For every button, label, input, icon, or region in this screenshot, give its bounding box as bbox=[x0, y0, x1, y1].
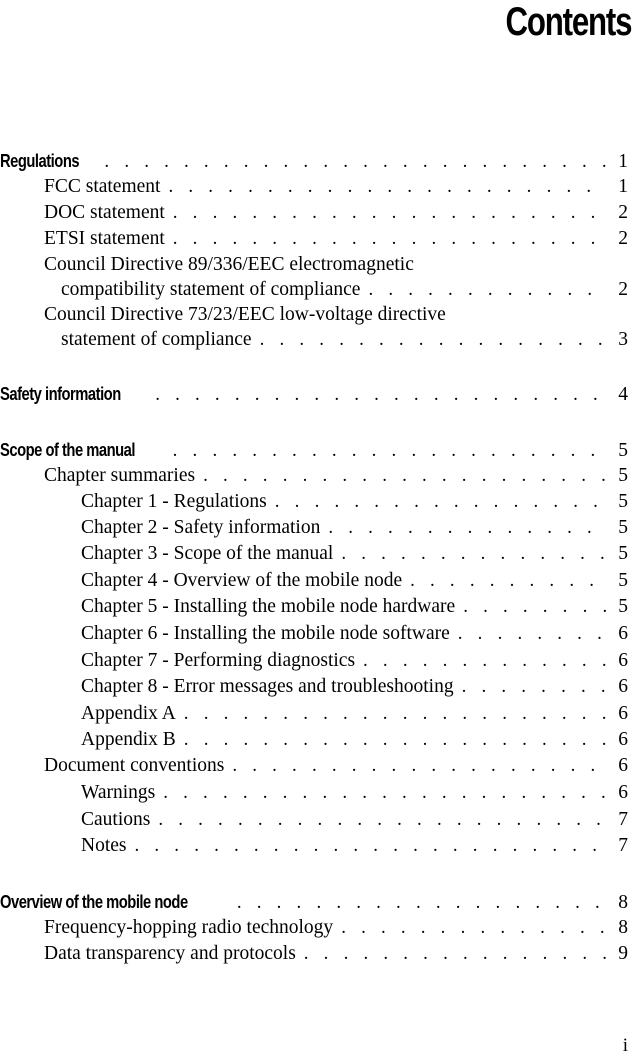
toc-entry-page: 5 bbox=[618, 440, 628, 461]
toc-entry[interactable] bbox=[0, 941, 628, 967]
toc-entry-label: Chapter 1 - Regulations bbox=[81, 491, 267, 512]
toc-entry-page: 4 bbox=[618, 384, 628, 405]
dot-leader bbox=[203, 463, 606, 489]
toc-entry-page: 6 bbox=[618, 676, 628, 697]
toc-entry[interactable] bbox=[0, 381, 628, 407]
dot-leader bbox=[232, 753, 606, 779]
toc-entry[interactable] bbox=[0, 807, 628, 833]
toc-entry-page: 2 bbox=[618, 228, 628, 249]
toc-entry-page: 5 bbox=[618, 570, 628, 591]
toc-entry[interactable] bbox=[0, 302, 628, 328]
dot-leader bbox=[328, 515, 606, 541]
dot-leader bbox=[163, 780, 606, 806]
toc-entry[interactable] bbox=[0, 437, 628, 463]
dot-leader bbox=[363, 648, 606, 674]
toc-entry[interactable] bbox=[0, 833, 628, 859]
toc-entry-page: 6 bbox=[618, 703, 628, 724]
page-number: i bbox=[622, 1035, 628, 1056]
toc-entry-page: 5 bbox=[618, 465, 628, 486]
toc-entry-page: 3 bbox=[618, 329, 628, 350]
toc-entry-label: Chapter 8 - Error messages and troubleshooting bbox=[81, 676, 454, 697]
dot-leader bbox=[368, 277, 606, 303]
dot-leader bbox=[104, 149, 606, 175]
toc-entry[interactable] bbox=[0, 515, 628, 541]
toc-entry[interactable] bbox=[0, 701, 628, 727]
toc-entry-label: Frequency-hopping radio technology bbox=[44, 917, 334, 938]
toc-entry[interactable] bbox=[0, 252, 628, 278]
toc-entry-page: 1 bbox=[618, 151, 628, 172]
dot-leader bbox=[168, 174, 606, 200]
toc-entry[interactable] bbox=[0, 226, 628, 252]
toc-entry[interactable] bbox=[0, 621, 628, 647]
toc-entry-label: Document conventions bbox=[44, 755, 225, 776]
dot-leader bbox=[341, 915, 606, 941]
toc-entry-label: Chapter 6 - Installing the mobile node software bbox=[81, 623, 450, 644]
toc-entry-label: Council Directive 89/336/EEC electromagnetic bbox=[44, 254, 414, 275]
toc-entry-label: Chapter 3 - Scope of the manual bbox=[81, 543, 334, 564]
toc-entry-page: 2 bbox=[618, 279, 628, 300]
dot-leader bbox=[410, 568, 606, 594]
dot-leader bbox=[462, 674, 606, 700]
toc-entry-page: 8 bbox=[618, 892, 628, 913]
toc-entry-page: 7 bbox=[618, 809, 628, 830]
toc-entry[interactable] bbox=[0, 200, 628, 226]
toc-entry-label: Warnings bbox=[81, 782, 156, 803]
toc-entry-label: Data transparency and protocols bbox=[44, 943, 296, 964]
toc-entry[interactable] bbox=[0, 463, 628, 489]
toc-entry-page: 6 bbox=[618, 782, 628, 803]
toc-entry[interactable] bbox=[0, 780, 628, 806]
toc-entry[interactable] bbox=[0, 148, 628, 174]
toc-entry-page: 6 bbox=[618, 729, 628, 750]
toc-entry-page: 6 bbox=[618, 650, 628, 671]
dot-leader bbox=[155, 382, 606, 408]
toc-entry-label: Chapter 5 - Installing the mobile node hardware bbox=[81, 596, 456, 617]
toc-entry-label: Chapter summaries bbox=[44, 465, 196, 486]
toc-entry-label: compatibility statement of compliance bbox=[61, 279, 361, 300]
toc-entry-page: 6 bbox=[618, 623, 628, 644]
toc-entry-label: Overview of the mobile node bbox=[0, 892, 188, 912]
page-title: Contents bbox=[505, 0, 631, 44]
toc-entry[interactable] bbox=[0, 277, 628, 303]
toc-entry-page: 5 bbox=[618, 543, 628, 564]
dot-leader bbox=[260, 327, 606, 353]
toc-entry[interactable] bbox=[0, 727, 628, 753]
toc-entry-label: ETSI statement bbox=[44, 228, 165, 249]
dot-leader bbox=[237, 890, 606, 916]
toc-entry-label: Chapter 4 - Overview of the mobile node bbox=[81, 570, 403, 591]
toc-entry-page: 1 bbox=[618, 176, 628, 197]
toc-entry-page: 5 bbox=[618, 596, 628, 617]
toc-entry-label: Chapter 7 - Performing diagnostics bbox=[81, 650, 356, 671]
dot-leader bbox=[304, 941, 606, 967]
toc-entry[interactable] bbox=[0, 753, 628, 779]
dot-leader bbox=[173, 438, 606, 464]
toc-entry-label: Appendix B bbox=[81, 729, 176, 750]
toc-entry-page: 2 bbox=[618, 202, 628, 223]
toc-entry[interactable] bbox=[0, 568, 628, 594]
toc-entry-label: FCC statement bbox=[44, 176, 161, 197]
toc-entry[interactable] bbox=[0, 489, 628, 515]
toc-entry-label: Regulations bbox=[0, 151, 80, 171]
dot-leader bbox=[275, 489, 606, 515]
dot-leader bbox=[184, 701, 606, 727]
dot-leader bbox=[463, 594, 606, 620]
toc-entry[interactable] bbox=[0, 174, 628, 200]
dot-leader bbox=[184, 727, 606, 753]
dot-leader bbox=[458, 621, 606, 647]
toc-entry[interactable] bbox=[0, 594, 628, 620]
dot-leader bbox=[173, 200, 606, 226]
toc-entry[interactable] bbox=[0, 648, 628, 674]
toc-entry-label: Chapter 2 - Safety information bbox=[81, 517, 321, 538]
dot-leader bbox=[341, 541, 606, 567]
toc-entry[interactable] bbox=[0, 674, 628, 700]
toc-entry-page: 6 bbox=[618, 755, 628, 776]
toc-entry-page: 5 bbox=[618, 517, 628, 538]
toc-entry-label: Appendix A bbox=[81, 703, 176, 724]
toc-entry-label: DOC statement bbox=[44, 202, 165, 223]
toc-entry-page: 9 bbox=[618, 943, 628, 964]
toc-entry[interactable] bbox=[0, 327, 628, 353]
toc-entry-label: Cautions bbox=[81, 809, 151, 830]
dot-leader bbox=[158, 807, 606, 833]
toc-entry-page: 7 bbox=[618, 835, 628, 856]
toc-entry-label: Notes bbox=[81, 835, 127, 856]
toc-entry[interactable] bbox=[0, 915, 628, 941]
toc-entry[interactable] bbox=[0, 541, 628, 567]
toc-entry-label: statement of compliance bbox=[61, 329, 252, 350]
toc-entry[interactable] bbox=[0, 889, 628, 915]
dot-leader bbox=[173, 226, 606, 252]
toc-entry-page: 5 bbox=[618, 491, 628, 512]
toc-entry-label: Council Directive 73/23/EEC low-voltage directive bbox=[44, 304, 446, 325]
toc-entry-page: 8 bbox=[618, 917, 628, 938]
toc-entry-label: Scope of the manual bbox=[0, 440, 136, 460]
toc-entry-label: Safety information bbox=[0, 384, 121, 404]
dot-leader bbox=[135, 833, 607, 859]
